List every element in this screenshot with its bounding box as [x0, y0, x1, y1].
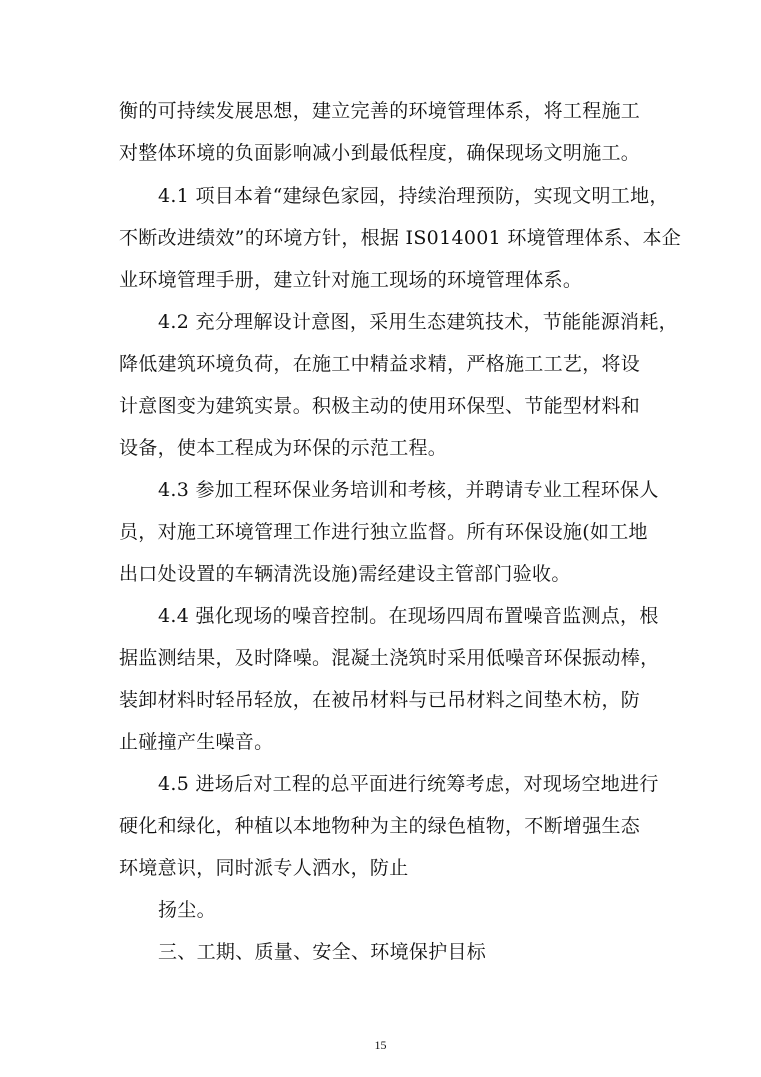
text-line: 降低建筑环境负荷，在施工中精益求精，严格施工工艺，将设: [119, 353, 641, 375]
text-line: 止碰撞产生噪音。: [119, 731, 274, 753]
page-number: 15: [374, 1038, 387, 1052]
text-line: 业环境管理手册，建立针对施工现场的环境管理体系。: [119, 269, 583, 291]
text-line: 不断改进绩效”的环境方针，根据 IS014001 环境管理体系、本企: [119, 227, 682, 249]
section-heading: 三、工期、质量、安全、环境保护目标: [158, 941, 487, 963]
text-line: 扬尘。: [158, 899, 216, 921]
text-line: 4.2 充分理解设计意图，采用生态建筑技术，节能能源消耗，: [158, 311, 678, 333]
text-line: 装卸材料时轻吊轻放，在被吊材料与已吊材料之间垫木枋，防: [119, 689, 641, 711]
text-line: 计意图变为建筑实景。积极主动的使用环保型、节能型材料和: [119, 395, 641, 417]
text-line: 设备，使本工程成为环保的示范工程。: [119, 437, 448, 459]
text-line: 衡的可持续发展思想，建立完善的环境管理体系，将工程施工: [119, 100, 641, 122]
text-line: 4.1 项目本着“建绿色家园，持续治理预防，实现文明工地，: [158, 185, 669, 207]
text-line: 4.4 强化现场的噪音控制。在现场四周布置噪音监测点，根: [158, 605, 659, 627]
text-line: 员，对施工环境管理工作进行独立监督。所有环保设施(如工地: [119, 521, 648, 543]
text-line: 环境意识，同时派专人洒水，防止: [119, 857, 409, 879]
text-line: 对整体环境的负面影响减小到最低程度，确保现场文明施工。: [119, 142, 641, 164]
text-line: 出口处设置的车辆清洗设施)需经建设主管部门验收。: [119, 563, 571, 585]
text-line: 硬化和绿化，种植以本地物种为主的绿色植物，不断增强生态: [119, 815, 641, 837]
text-line: 据监测结果，及时降噪。混凝土浇筑时采用低噪音环保振动棒，: [119, 647, 660, 669]
text-line: 4.5 进场后对工程的总平面进行统筹考虑，对现场空地进行: [158, 773, 659, 795]
text-line: 4.3 参加工程环保业务培训和考核，并聘请专业工程环保人: [158, 479, 659, 501]
